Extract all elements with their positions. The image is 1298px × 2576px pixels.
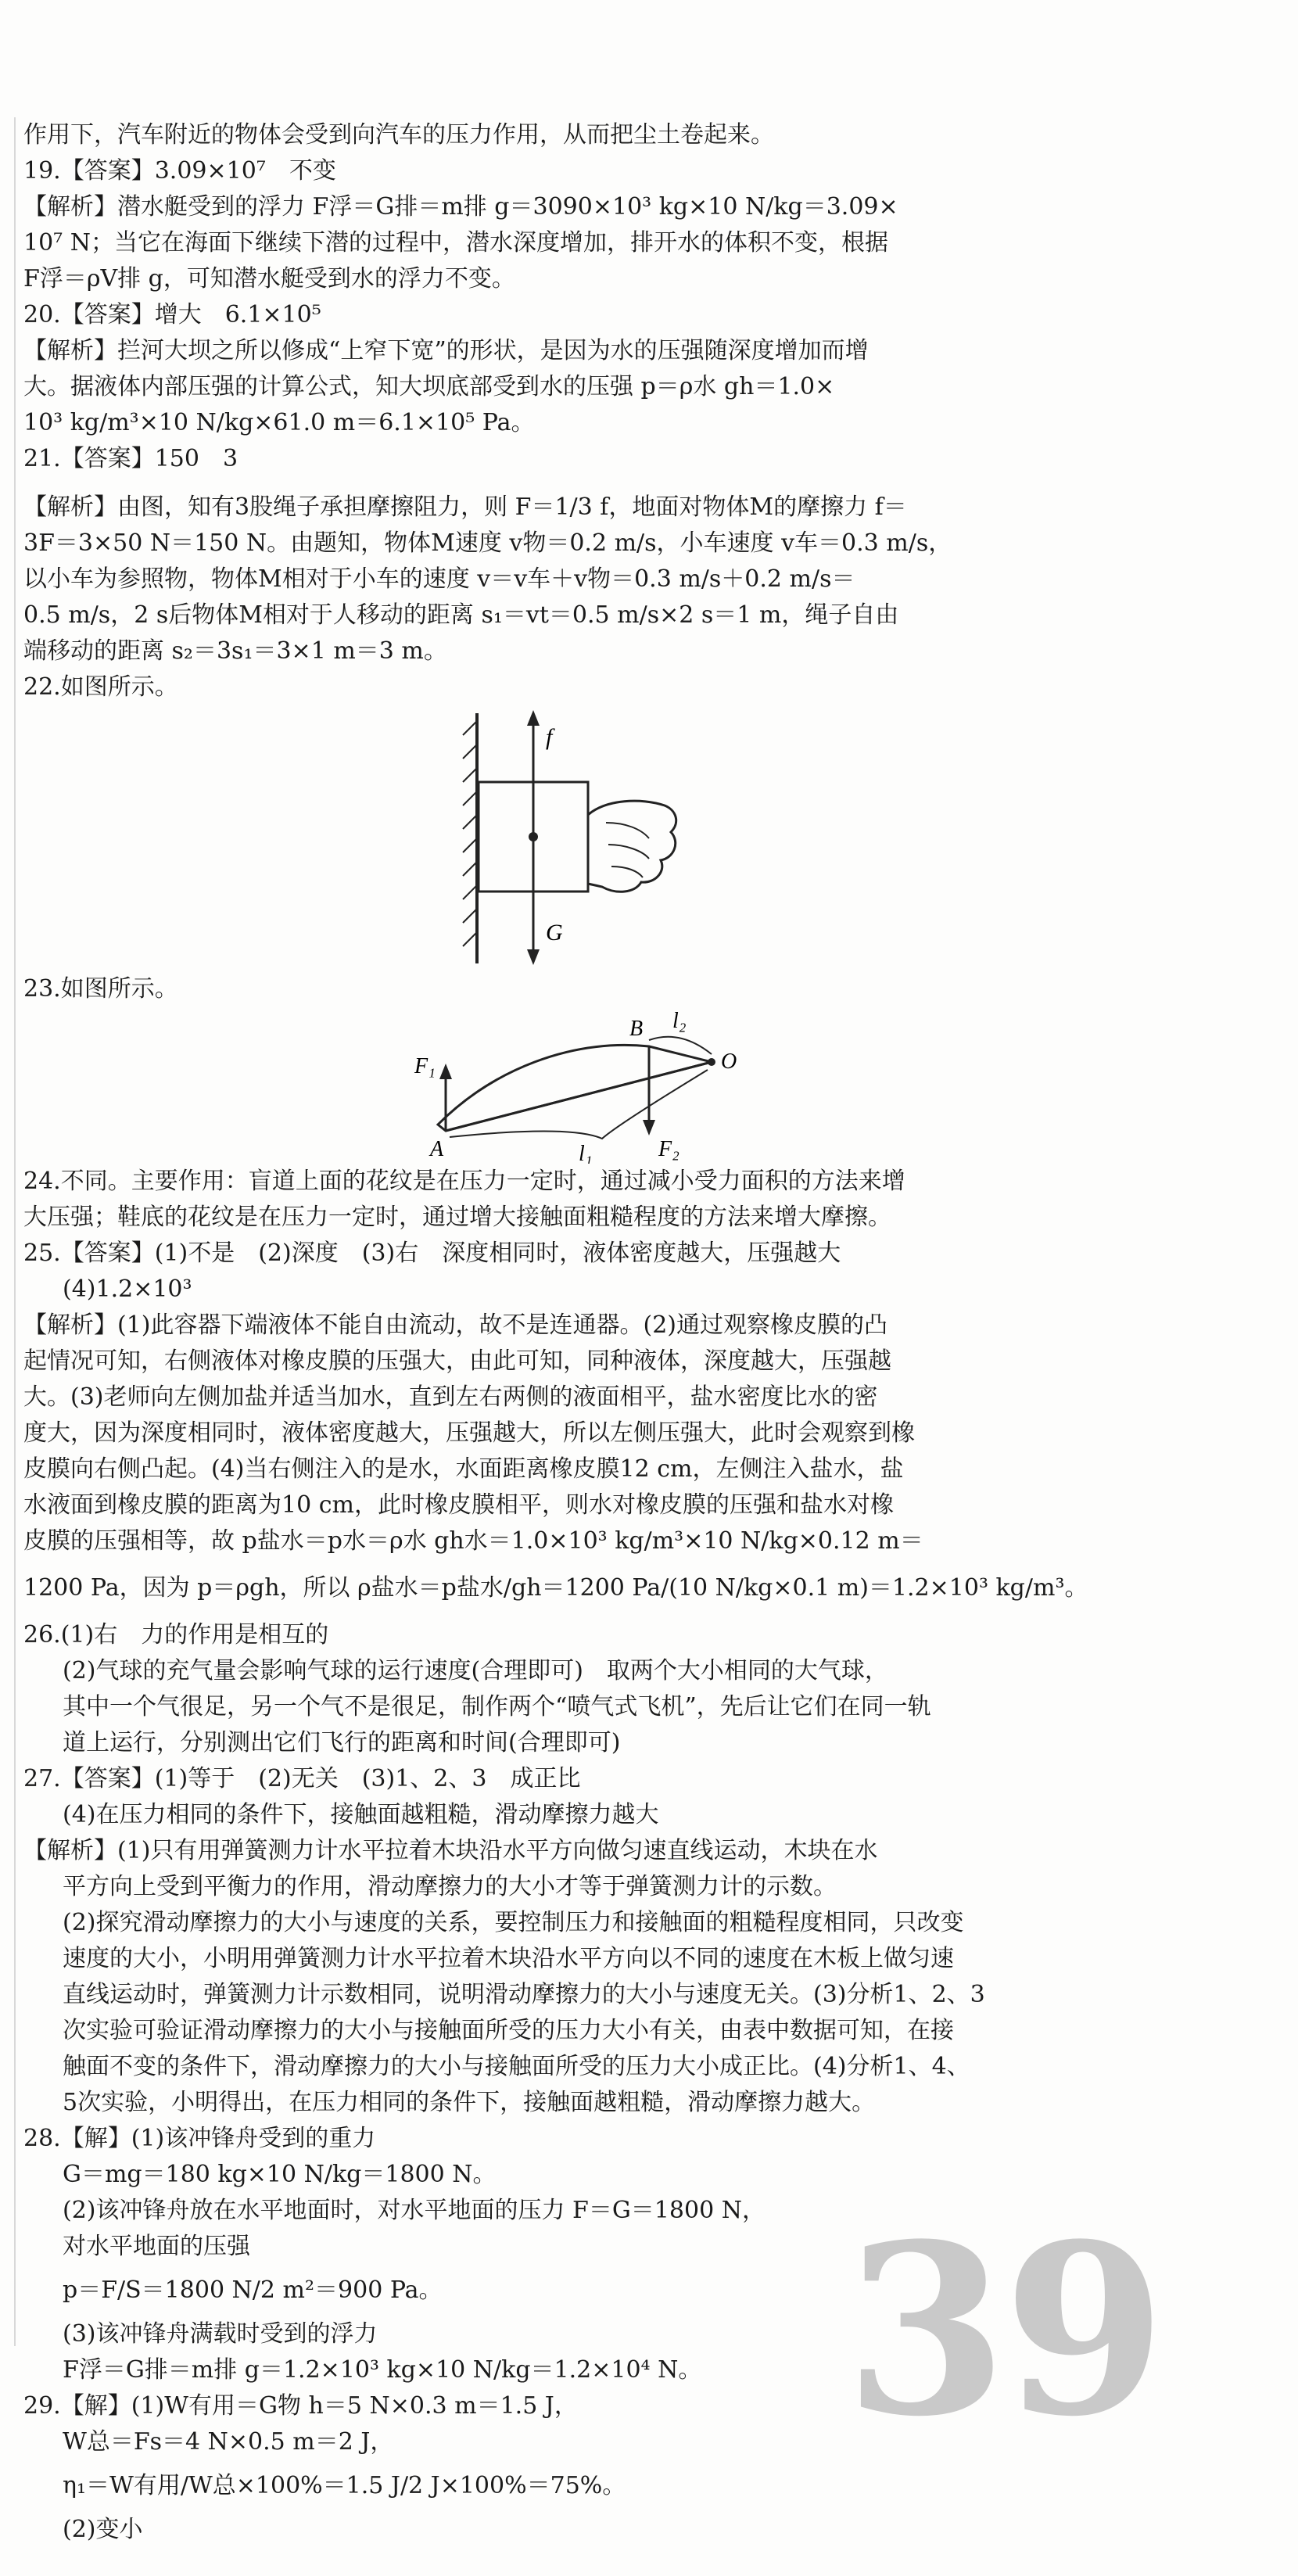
line: 大。据液体内部压强的计算公式，知大坝底部受到水的压强 p＝ρ水 gh＝1.0× [23, 373, 835, 400]
line: 【解析】拦河大坝之所以修成“上窄下宽”的形状，是因为水的压强随深度增加而增 [23, 337, 869, 364]
line: 起情况可知，右侧液体对橡皮膜的压强大，由此可知，同种液体，深度越大，压强越 [23, 1347, 891, 1375]
wall-block-diagram [23, 705, 1118, 971]
label-o: O [721, 1049, 737, 1074]
line: 【解析】由图，知有3股绳子承担摩擦阻力，则 F＝1/3 f，地面对物体M的摩擦力 f＝ [23, 493, 907, 521]
line: 速度的大小，小明用弹簧测力计水平拉着木块沿水平方向以不同的速度在木板上做匀速 [63, 1945, 954, 1972]
answer-content [23, 117, 1118, 2548]
answer-19: 19.【答案】3.09×10⁷ 不变 [23, 157, 336, 185]
figure-22 [23, 705, 1118, 971]
line: 10⁷ N；当它在海面下继续下潜的过程中，潜水深度增加，排开水的体积不变，根据 [23, 229, 888, 257]
figure-23 [23, 1007, 1118, 1164]
label-f2: F₂ [658, 1137, 679, 1161]
page-number: 39 [844, 2192, 1162, 2468]
hand-icon [588, 801, 676, 892]
line: 直线运动时，弹簧测力计示数相同，说明滑动摩擦力的大小与速度无关。(3)分析1、2、3 [63, 1981, 985, 2008]
line: 【解析】(1)此容器下端液体不能自由流动，故不是连通器。(2)通过观察橡皮膜的凸 [23, 1311, 887, 1339]
line: 3F＝3×50 N＝150 N。由题知，物体M速度 v物＝0.2 m/s，小车速度 v车＝0.3 m/s， [23, 529, 952, 557]
line: F浮＝G排＝m排 g＝1.2×10³ kg×10 N/kg＝1.2×10⁴ N。 [63, 2356, 702, 2384]
answer-27: 27.【答案】(1)等于 (2)无关 (3)1、2、3 成正比 [23, 1765, 581, 1792]
line: 平方向上受到平衡力的作用，滑动摩擦力的大小才等于弹簧测力计的示数。 [63, 1873, 837, 1900]
line: G＝mg＝180 kg×10 N/kg＝1800 N。 [63, 2161, 497, 2188]
line: 道上运行，分别测出它们飞行的距离和时间(合理即可) [63, 1729, 621, 1756]
answer-29: 29.【解】(1)W有用＝G物 h＝5 N×0.3 m＝1.5 J， [23, 2392, 578, 2420]
line: 0.5 m/s，2 s后物体M相对于人移动的距离 s₁＝vt＝0.5 m/s×2 s＝1 m，绳子自由 [23, 601, 899, 629]
answer-23: 23.如图所示。 [23, 975, 178, 1003]
answer-20: 20.【答案】增大 6.1×10⁵ [23, 301, 321, 328]
line: p＝F/S＝1800 N/2 m²＝900 Pa。 [63, 2276, 443, 2304]
line: 其中一个气很足，另一个气不是很足，制作两个“喷气式飞机”，先后让它们在同一轨 [63, 1693, 931, 1720]
answer-24: 24.不同。主要作用：盲道上面的花纹是在压力一定时，通过减小受力面积的方法来增 [23, 1168, 905, 1195]
line: 10³ kg/m³×10 N/kg×61.0 m＝6.1×10⁵ Pa。 [23, 409, 535, 436]
label-l2: l₂ [672, 1009, 687, 1033]
line: 对水平地面的压强 [63, 2233, 250, 2260]
line: (2)气球的充气量会影响气球的运行速度(合理即可) 取两个大小相同的大气球， [63, 1657, 888, 1684]
line: 皮膜向右侧凸起。(4)当右侧注入的是水，水面距离橡皮膜12 cm，左侧注入盐水，盐 [23, 1455, 904, 1483]
scan-edge [14, 117, 16, 2346]
label-l1: l₁ [579, 1142, 593, 1164]
line: (4)在压力相同的条件下，接触面越粗糙，滑动摩擦力越大 [63, 1801, 659, 1828]
line: 大压强；鞋底的花纹是在压力一定时，通过增大接触面粗糙程度的方法来增大摩擦。 [23, 1204, 891, 1231]
line: 【解析】(1)只有用弹簧测力计水平拉着木块沿水平方向做匀速直线运动，木块在水 [23, 1837, 878, 1864]
answer-21: 21.【答案】150 3 [23, 445, 238, 472]
line: W总＝Fs＝4 N×0.5 m＝2 J， [63, 2428, 394, 2456]
line: 作用下，汽车附近的物体会受到向汽车的压力作用，从而把尘土卷起来。 [23, 121, 774, 149]
line: (2)变小 [63, 2516, 143, 2543]
line: (2)探究滑动摩擦力的大小与速度的关系，要控制压力和接触面的粗糙程度相同，只改变 [63, 1909, 964, 1936]
line: 【解析】潜水艇受到的浮力 F浮＝G排＝m排 g＝3090×10³ kg×10 N/kg＝3.09× [23, 193, 898, 221]
line: (3)该冲锋舟满载时受到的浮力 [63, 2320, 378, 2348]
line: 以小车为参照物，物体M相对于小车的速度 v＝v车＋v物＝0.3 m/s＋0.2 m/s＝ [23, 565, 855, 593]
answer-28: 28.【解】(1)该冲锋舟受到的重力 [23, 2125, 376, 2152]
line: 皮膜的压强相等，故 p盐水＝p水＝ρ水 gh水＝1.0×10³ kg/m³×10 N/kg×0.12 m＝ [23, 1527, 923, 1555]
line: 5次实验，小明得出，在压力相同的条件下，接触面越粗糙，滑动摩擦力越大。 [63, 2089, 876, 2116]
line: (2)该冲锋舟放在水平地面时，对水平地面的压力 F＝G＝1800 N， [63, 2197, 766, 2224]
line: 端移动的距离 s₂＝3s₁＝3×1 m＝3 m。 [23, 637, 447, 665]
line: 触面不变的条件下，滑动摩擦力的大小与接触面所受的压力大小成正比。(4)分析1、4、 [63, 2053, 970, 2080]
line: 度大，因为深度相同时，液体密度越大，压强越大，所以左侧压强大，此时会观察到橡 [23, 1419, 915, 1447]
line: F浮＝ρV排 g，可知潜水艇受到水的浮力不变。 [23, 265, 515, 292]
line: 大。(3)老师向左侧加盐并适当加水，直到左右两侧的液面相平，盐水密度比水的密 [23, 1383, 878, 1411]
line: 1200 Pa，因为 p＝ρgh，所以 ρ盐水＝p盐水/gh＝1200 Pa/(10 N/kg×0.1 m)＝1.2×10³ kg/m³。 [23, 1574, 1088, 1602]
line: η₁＝W有用/W总×100%＝1.5 J/2 J×100%＝75%。 [63, 2472, 626, 2499]
label-a: A [430, 1137, 444, 1161]
line: 水液面到橡皮膜的距离为10 cm，此时橡皮膜相平，则水对橡皮膜的压强和盐水对橡 [23, 1491, 894, 1519]
answer-22: 22.如图所示。 [23, 673, 178, 701]
lever-diagram [23, 1007, 1118, 1164]
line: (4)1.2×10³ [63, 1275, 192, 1303]
label-f1: F₁ [414, 1054, 436, 1078]
answer-25: 25.【答案】(1)不是 (2)深度 (3)右 深度相同时，液体密度越大，压强越大 [23, 1240, 841, 1267]
answer-26: 26.(1)右 力的作用是相互的 [23, 1621, 329, 1649]
line: 次实验可验证滑动摩擦力的大小与接触面所受的压力大小有关，由表中数据可知，在接 [63, 2017, 954, 2044]
force-g-label: G [546, 920, 563, 945]
label-b: B [629, 1017, 644, 1041]
force-f-label: f [546, 724, 553, 750]
